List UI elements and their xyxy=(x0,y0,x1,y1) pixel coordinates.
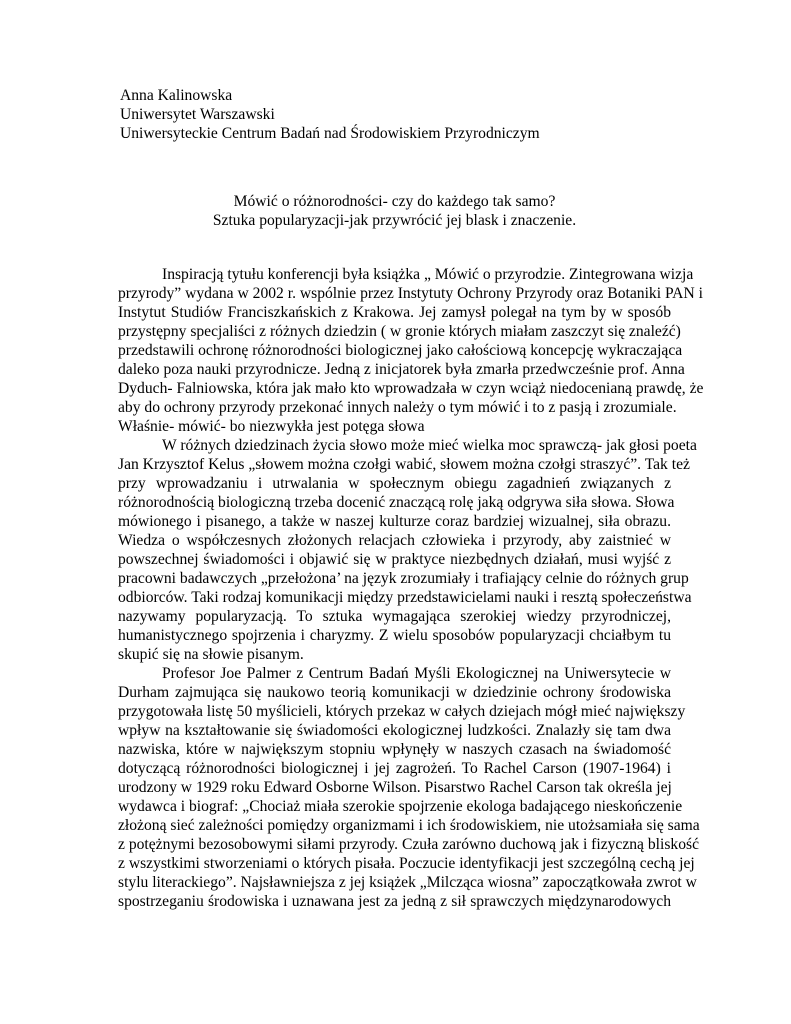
text-line: Dyduch- Falniowska, która jak mało kto wprowadzała w czyn wciąż niedocenianą prawdę, że xyxy=(118,380,704,397)
text-line: wydawca i biograf: „Chociaż miała szerokie spojrzenie ekologa badającego nieskończenie xyxy=(118,798,683,815)
text-line: mówionego i pisanego, a także w naszej kulturze coraz bardziej wizualnej, siła obrazu. xyxy=(118,513,671,530)
text-line: odbiorców. Taki rodzaj komunikacji między przedstawicielami nauki i resztą społeczeństwa xyxy=(118,589,692,606)
document-title xyxy=(118,192,671,230)
text-line: przystępny specjaliści z różnych dziedzin ( w gronie których miałam zaszczyt się znaleźć) xyxy=(118,323,681,340)
text-line: spostrzeganiu środowiska i uznawana jest za jedną z sił sprawczych międzynarodowych xyxy=(118,893,671,910)
text-line: przedstawili ochronę różnorodności biologicznej jako całościową koncepcję wykraczająca xyxy=(118,342,683,359)
text-line: Wiedza o współczesnych złożonych relacjach człowieka i przyrody, aby zaistnieć w xyxy=(118,532,671,549)
text-line: W różnych dziedzinach życia słowo może mieć wielka moc sprawczą- jak głosi poeta xyxy=(162,437,697,454)
text-line: daleko poza nauki przyrodnicze. Jedną z inicjatorek była zmarła przedwcześnie prof. Anna xyxy=(118,361,685,378)
text-line: dotyczącą różnorodności biologicznej i jej zagrożeń. To Rachel Carson (1907-1964) i xyxy=(118,760,671,777)
text-line: Durham zajmująca się naukowo teorią komunikacji w dziedzinie ochrony środowiska xyxy=(118,684,671,701)
text-line: humanistycznego spojrzenia i charyzmy. Z wielu sposobów popularyzacji chciałbym tu xyxy=(118,627,671,644)
title-line: Sztuka popularyzacji-jak przywrócić jej blask i znaczenie. xyxy=(212,212,577,229)
text-line: aby do ochrony przyrody przekonać innych należy o tym mówić i to z pasją i zrozumiale. xyxy=(118,399,677,416)
text-line: urodzony w 1929 roku Edward Osborne Wilson. Pisarstwo Rachel Carson tak określa jej xyxy=(118,779,672,796)
text-line: wpływ na kształtowanie się świadomości ekologicznej ludzkości. Znalazły się tam dwa xyxy=(118,722,671,739)
text-line: pracowni badawczych „przełożona’ na język zrozumiały i trafiający celnie do różnych grup xyxy=(118,570,689,587)
text-line: stylu literackiego”. Najsławniejsza z jej książek „Milcząca wiosna” zapoczątkowała zwrot w xyxy=(118,874,697,891)
title-line: Mówić o różnorodności- czy do każdego tak samo? xyxy=(233,193,556,210)
text-line: różnorodnością biologiczną trzeba docenić znaczącą rolę jaką odgrywa siła słowa. Słowa xyxy=(118,494,675,511)
text-line: przygotowała listę 50 myślicieli, których przekaz w całych dziejach mógł mieć największy xyxy=(118,703,686,720)
text-line: z potężnymi bezosobowymi siłami przyrody. Czuła zarówno duchową jak i fizyczną bliskość xyxy=(118,836,699,853)
text-line: nazywamy popularyzacją. To sztuka wymagająca szerokiej wiedzy przyrodniczej, xyxy=(118,608,671,625)
text-line: skupić się na słowie pisanym. xyxy=(118,646,304,663)
text-line: nazwiska, które w największym stopniu wpłynęły w naszych czasach na świadomość xyxy=(118,741,671,758)
text-line: Jan Krzysztof Kelus „słowem można czołgi wabić, słowem można czołgi straszyć”. Tak też xyxy=(118,456,690,473)
text-line: przyrody” wydana w 2002 r. wspólnie przez Instytuty Ochrony Przyrody oraz Botaniki PAN i xyxy=(118,285,703,302)
text-line: z wszystkimi stworzeniami o których pisała. Poczucie identyfikacji jest szczególną cechą jej xyxy=(118,855,695,872)
author-block xyxy=(120,86,720,143)
text-line: przy wprowadzaniu i utrwalania w społecznym obiegu zagadnień związanych z xyxy=(118,475,671,492)
text-line: Profesor Joe Palmer z Centrum Badań Myśli Ekologicznej na Uniwersytecie w xyxy=(162,665,671,682)
author-centre: Uniwersyteckie Centrum Badań nad Środowiskiem Przyrodniczym xyxy=(120,125,540,142)
text-line: Instytut Studiów Franciszkańskich z Krakowa. Jej zamysł polegał na tym by w sposób xyxy=(118,304,671,321)
text-line: Właśnie- mówić- bo niezwykła jest potęga słowa xyxy=(118,418,425,435)
author-university: Uniwersytet Warszawski xyxy=(120,106,275,123)
body-text xyxy=(118,265,704,911)
text-line: powszechnej świadomości i objawić się w praktyce niezbędnych działań, musi wyjść z xyxy=(118,551,671,568)
author-name: Anna Kalinowska xyxy=(120,87,233,104)
text-line: Inspiracją tytułu konferencji była książka „ Mówić o przyrodzie. Zintegrowana wizja xyxy=(162,266,694,283)
text-line: złożoną sieć zależności pomiędzy organizmami i ich środowiskiem, nie utożsamiała się sama xyxy=(118,817,700,834)
